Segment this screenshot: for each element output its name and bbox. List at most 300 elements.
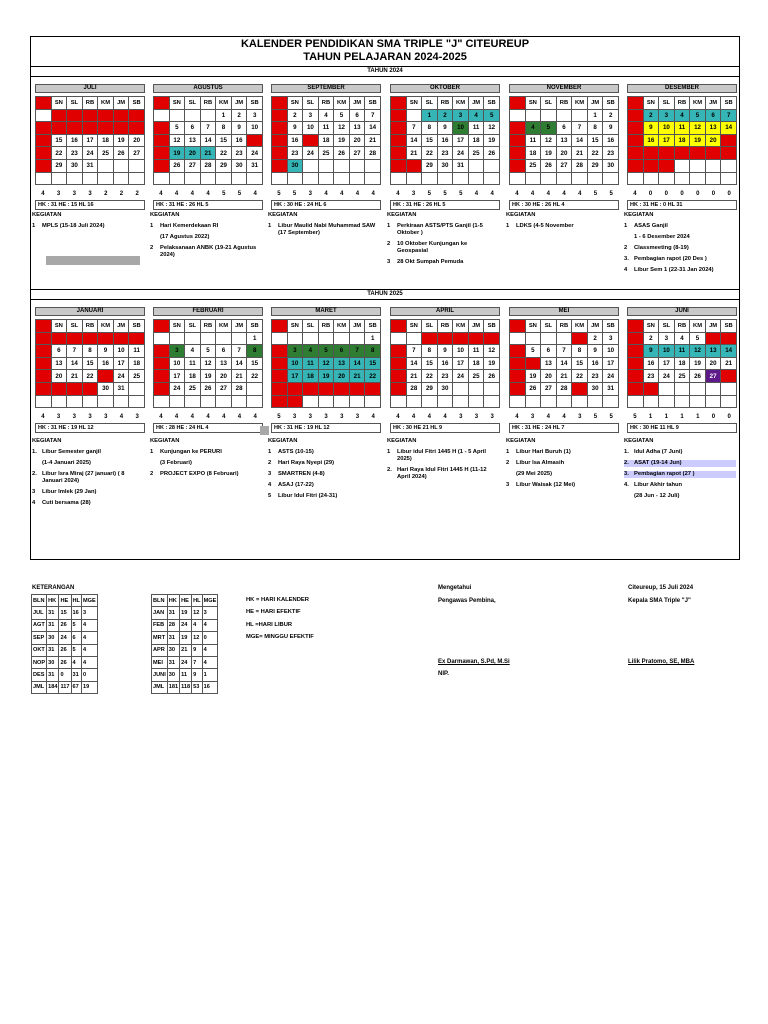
day-count: 4: [340, 191, 344, 198]
day-cell: 15: [247, 357, 263, 370]
day-cell: [674, 382, 690, 395]
day-cell: 30: [437, 382, 453, 395]
kegiatan-item: [387, 223, 499, 237]
day-cell: [721, 395, 737, 408]
day-cell: 3: [453, 332, 469, 345]
day-cell: 11: [468, 345, 484, 358]
day-cell: [365, 172, 381, 185]
day-cell: 17: [169, 370, 185, 383]
kegiatan-item: [506, 223, 618, 230]
day-cell: 26: [690, 370, 706, 383]
summary-cell: HE: [59, 595, 71, 607]
sig-left-nip: NIP.: [438, 671, 449, 677]
day-cell: 22: [216, 147, 232, 160]
kegiatan-heading: KEGIATAN: [624, 438, 654, 444]
day-cell: [272, 332, 288, 345]
day-cell: 20: [705, 357, 721, 370]
month-grid: [271, 319, 381, 408]
day-cell: 11: [185, 357, 201, 370]
summary-cell: 4: [202, 619, 218, 631]
day-count: 4: [474, 191, 479, 198]
month-header: AGUSTUS: [153, 84, 263, 93]
hk-summary: HK : 30 HE : 26 HL 4: [509, 200, 619, 210]
summary-cell: FEB: [152, 619, 168, 631]
summary-cell: 12: [192, 607, 202, 619]
day-cell: 15: [572, 357, 588, 370]
item-text: ASAT (19-14 Jun): [634, 460, 682, 466]
day-header: SB: [721, 97, 737, 110]
day-cell: [643, 395, 659, 408]
kegiatan-item: [32, 471, 144, 485]
summary-cell: 31: [71, 669, 81, 681]
day-cell: 24: [453, 370, 469, 383]
day-cell: [690, 159, 706, 172]
day-cell: 11: [129, 345, 145, 358]
month-april: [390, 307, 500, 433]
month-september: [271, 84, 381, 210]
day-count: 4: [443, 414, 447, 421]
kegiatan-item: [624, 245, 736, 252]
day-count: 5: [609, 414, 613, 421]
day-cell: [98, 395, 114, 408]
day-cell: 14: [572, 134, 588, 147]
day-cell: [303, 395, 319, 408]
day-cell: 23: [603, 147, 619, 160]
day-cell: [556, 172, 572, 185]
day-count: 4: [119, 414, 124, 421]
day-cell: 10: [603, 345, 619, 358]
month-grid: [627, 96, 737, 185]
summary-cell: 19: [180, 632, 192, 644]
day-cell: [349, 172, 365, 185]
kegiatan-item: [32, 500, 144, 507]
day-counts: [390, 414, 500, 420]
day-header: SL: [541, 97, 557, 110]
day-counts: [627, 191, 737, 197]
item-number: [150, 460, 160, 467]
day-count: 3: [411, 191, 416, 198]
summary-cell: 24: [180, 619, 192, 631]
day-cell: [572, 395, 588, 408]
day-cell: 25: [98, 147, 114, 160]
day-cell: 29: [51, 159, 67, 172]
day-cell: [67, 172, 83, 185]
day-cell: [247, 395, 263, 408]
hk-summary: HK : 31 HE : 15 HL 16: [35, 200, 145, 210]
day-header: MG: [510, 320, 526, 333]
hk-summary: HK : 31 HE : 24 HL 7: [509, 423, 619, 433]
day-cell: 28: [365, 147, 381, 160]
day-cell: 21: [556, 370, 572, 383]
day-cell: 1: [628, 332, 644, 345]
day-cell: 19: [690, 134, 706, 147]
day-header: KM: [453, 320, 469, 333]
day-count: 4: [190, 414, 194, 421]
day-cell: 21: [36, 147, 52, 160]
kegiatan-item: [268, 482, 380, 489]
day-count: 3: [530, 414, 535, 421]
day-cell: 16: [287, 134, 303, 147]
day-cell: [272, 172, 288, 185]
day-header: KM: [216, 320, 232, 333]
day-cell: 30: [437, 159, 453, 172]
item-number: 3: [387, 259, 391, 265]
summary-table-2024: [31, 594, 98, 694]
day-header: SB: [721, 320, 737, 333]
day-cell: 30: [587, 382, 603, 395]
day-header: MG: [391, 320, 407, 333]
summary-cell: 1: [202, 669, 218, 681]
day-cell: 26: [334, 147, 350, 160]
legend: [246, 594, 314, 644]
day-cell: 12: [484, 345, 500, 358]
day-cell: [468, 172, 484, 185]
item-number: 2: [387, 241, 391, 247]
day-count: 4: [222, 414, 226, 421]
day-counts: [35, 191, 145, 197]
summary-cell: MRT: [152, 632, 168, 644]
day-cell: 4: [674, 332, 690, 345]
day-cell: [525, 395, 541, 408]
day-header: RB: [556, 97, 572, 110]
day-cell: [200, 395, 216, 408]
kegiatan-item: [150, 245, 262, 259]
day-cell: 10: [453, 345, 469, 358]
item-number: 3.: [624, 256, 629, 262]
day-header: RB: [318, 320, 334, 333]
day-count: 0: [648, 191, 653, 198]
month-grid: [509, 96, 619, 185]
summary-cell: 19: [180, 607, 192, 619]
kegiatan-block: [506, 212, 618, 234]
summary-cell: 67: [71, 681, 81, 693]
day-cell: 11: [318, 122, 334, 135]
day-cell: 6: [391, 345, 407, 358]
summary-cell: 26: [59, 644, 71, 656]
kegiatan-block: [624, 212, 736, 278]
day-cell: 31: [113, 382, 129, 395]
day-cell: 9: [231, 122, 247, 135]
day-cell: [82, 395, 98, 408]
day-count: 3: [308, 414, 312, 421]
day-cell: 24: [453, 147, 469, 160]
day-cell: 29: [272, 159, 288, 172]
day-count: 5: [443, 191, 447, 198]
day-cell: [525, 109, 541, 122]
day-cell: 2: [587, 332, 603, 345]
day-cell: 4: [303, 345, 319, 358]
item-number: [624, 234, 634, 241]
day-cell: 4: [154, 122, 170, 135]
day-counts: [509, 191, 619, 197]
summary-cell: 4: [192, 619, 202, 631]
day-cell: [406, 172, 422, 185]
day-count: 4: [490, 191, 494, 198]
day-cell: 8: [365, 345, 381, 358]
item-number: 2: [268, 460, 272, 466]
day-cell: 14: [406, 357, 422, 370]
month-header: JUNI: [627, 307, 737, 316]
kegiatan-block: [387, 212, 499, 270]
summary-cell: 30: [47, 656, 59, 668]
day-count: 3: [308, 191, 312, 198]
day-cell: 23: [587, 370, 603, 383]
summary-cell: 181: [167, 681, 179, 693]
summary-cell: 31: [47, 607, 59, 619]
day-cell: 25: [674, 147, 690, 160]
day-count: 4: [174, 191, 179, 198]
day-cell: 29: [422, 159, 438, 172]
day-cell: [318, 159, 334, 172]
day-cell: [510, 332, 526, 345]
kegiatan-item: [150, 449, 262, 456]
item-number: 3: [32, 489, 36, 495]
day-cell: 27: [541, 382, 557, 395]
day-cell: 3: [98, 332, 114, 345]
day-cell: 29: [422, 382, 438, 395]
page-title: KALENDER PENDIDIKAN SMA TRIPLE "J" CITEUREUP: [240, 38, 530, 50]
kegiatan-item: [624, 267, 736, 274]
day-header: SB: [129, 97, 145, 110]
summary-cell: MEI: [152, 656, 168, 668]
day-cell: 2: [287, 109, 303, 122]
day-cell: 24: [659, 147, 675, 160]
day-count: 4: [427, 414, 431, 421]
day-cell: 9: [272, 357, 288, 370]
month-oktober: [390, 84, 500, 210]
day-cell: [468, 382, 484, 395]
day-cell: 31: [453, 159, 469, 172]
day-header: RB: [437, 320, 453, 333]
day-cell: 16: [98, 357, 114, 370]
day-header: RB: [556, 320, 572, 333]
summary-cell: 7: [192, 656, 202, 668]
day-cell: 3: [659, 332, 675, 345]
day-cell: 24: [303, 147, 319, 160]
day-count: 4: [396, 191, 400, 198]
day-count: 4: [562, 191, 566, 198]
summary-cell: 30: [167, 644, 179, 656]
item-text: (17 Agustus 2022): [160, 234, 210, 240]
year-2024-bar: TAHUN 2024: [30, 66, 740, 77]
month-header: OKTOBER: [390, 84, 500, 93]
day-cell: 3: [247, 109, 263, 122]
day-cell: 22: [628, 370, 644, 383]
day-count: 4: [237, 414, 242, 421]
day-cell: 4: [674, 109, 690, 122]
day-cell: [705, 172, 721, 185]
kegiatan-item: [624, 256, 736, 263]
day-cell: [51, 395, 67, 408]
day-cell: 22: [422, 147, 438, 160]
month-grid: [390, 96, 500, 185]
item-text: SMARTREN (4-8): [278, 471, 325, 477]
day-cell: 22: [247, 370, 263, 383]
day-cell: 20: [541, 370, 557, 383]
day-cell: 13: [705, 122, 721, 135]
month-grid: [153, 319, 263, 408]
day-cell: [154, 172, 170, 185]
summary-cell: 31: [167, 607, 179, 619]
day-cell: 7: [572, 122, 588, 135]
item-text: Hari Raya Nyepi (29): [278, 460, 335, 466]
day-count: 4: [396, 414, 400, 421]
day-cell: 28: [721, 147, 737, 160]
kegiatan-block: [268, 212, 380, 241]
kegiatan-heading: KEGIATAN: [506, 438, 536, 444]
item-number: 4.: [624, 482, 629, 488]
day-cell: 13: [541, 357, 557, 370]
item-text: Idul Adha (7 Juni): [634, 449, 683, 455]
day-cell: 20: [391, 370, 407, 383]
day-cell: [231, 172, 247, 185]
day-cell: [169, 172, 185, 185]
day-count: 4: [159, 191, 163, 198]
day-cell: [154, 395, 170, 408]
day-cell: [705, 395, 721, 408]
day-cell: 12: [334, 122, 350, 135]
kegiatan-item: [150, 460, 262, 467]
day-header: MG: [272, 97, 288, 110]
day-header: SB: [603, 320, 619, 333]
summary-cell: 0: [81, 669, 97, 681]
day-cell: [406, 395, 422, 408]
day-header: SN: [643, 320, 659, 333]
day-cell: [36, 395, 52, 408]
day-cell: 10: [287, 357, 303, 370]
kegiatan-item: [268, 223, 380, 237]
kegiatan-block: [32, 212, 144, 234]
day-count: 5: [633, 414, 637, 421]
day-cell: 26: [318, 382, 334, 395]
day-cell: [303, 159, 319, 172]
item-number: 1: [387, 223, 391, 229]
day-header: SL: [422, 97, 438, 110]
kegiatan-item: [387, 467, 499, 481]
day-count: 3: [578, 414, 582, 421]
month-november: [509, 84, 619, 210]
month-header: SEPTEMBER: [271, 84, 381, 93]
summary-cell: 4: [202, 644, 218, 656]
day-cell: [628, 172, 644, 185]
item-number: 1: [387, 449, 391, 455]
day-header: JM: [113, 97, 129, 110]
day-cell: 17: [287, 370, 303, 383]
month-header: JULI: [35, 84, 145, 93]
day-cell: [231, 332, 247, 345]
day-cell: 2: [643, 332, 659, 345]
summary-cell: 4: [71, 656, 81, 668]
day-cell: 7: [231, 345, 247, 358]
day-cell: 1: [628, 109, 644, 122]
day-cell: [659, 382, 675, 395]
day-cell: 14: [231, 357, 247, 370]
day-cell: 9: [437, 122, 453, 135]
day-count: 5: [593, 414, 598, 421]
day-count: 5: [427, 191, 431, 198]
day-cell: 1: [51, 109, 67, 122]
day-cell: 12: [690, 345, 706, 358]
summary-cell: 5: [71, 644, 81, 656]
item-number: 3: [506, 482, 510, 488]
summary-cell: 28: [167, 619, 179, 631]
day-cell: 24: [659, 370, 675, 383]
kegiatan-item: [624, 234, 736, 241]
day-count: 3: [88, 414, 92, 421]
day-cell: 18: [510, 370, 526, 383]
summary-cell: 31: [167, 656, 179, 668]
kegiatan-block: [268, 438, 380, 504]
item-text: Pelaksanaan ANBK (19-21 Agustus 2024): [160, 245, 257, 258]
day-cell: 28: [200, 159, 216, 172]
day-count: 3: [72, 414, 76, 421]
item-text: ASTS (10-15): [278, 449, 314, 455]
day-cell: 24: [603, 370, 619, 383]
item-text: 10 Oktober Kunjungan ke Geospasial: [397, 241, 468, 254]
day-cell: 18: [185, 370, 201, 383]
day-cell: [129, 382, 145, 395]
day-header: JM: [705, 320, 721, 333]
day-cell: 2: [82, 332, 98, 345]
month-juli: [35, 84, 145, 210]
day-cell: [113, 159, 129, 172]
day-cell: 4: [525, 122, 541, 135]
day-header: RB: [437, 97, 453, 110]
kegiatan-heading: KEGIATAN: [268, 438, 298, 444]
day-cell: 7: [406, 122, 422, 135]
item-number: 2: [506, 460, 510, 466]
month-grid: [35, 96, 145, 185]
day-cell: 28: [67, 382, 83, 395]
day-cell: [200, 109, 216, 122]
day-cell: 21: [365, 134, 381, 147]
day-header: JM: [113, 320, 129, 333]
summary-cell: 19: [81, 681, 97, 693]
hk-summary: HK : 31 HE : 26 HL 5: [390, 200, 500, 210]
day-count: 2: [104, 191, 108, 198]
day-header: SL: [67, 97, 83, 110]
summary-cell: 3: [202, 607, 218, 619]
day-cell: [287, 332, 303, 345]
day-cell: [659, 172, 675, 185]
day-cell: 23: [643, 370, 659, 383]
day-cell: 26: [541, 159, 557, 172]
day-count: 4: [355, 191, 360, 198]
day-cell: [690, 382, 706, 395]
day-count: 0: [727, 191, 731, 198]
day-cell: 17: [453, 357, 469, 370]
kegiatan-item: [150, 234, 262, 241]
day-cell: 13: [185, 134, 201, 147]
day-counts: [509, 414, 619, 420]
day-cell: 27: [349, 147, 365, 160]
day-cell: 20: [349, 134, 365, 147]
kegiatan-block: [150, 212, 262, 263]
day-cell: [185, 395, 201, 408]
item-text: 28 Okt Sumpah Pemuda: [397, 259, 464, 265]
day-cell: 11: [674, 122, 690, 135]
day-cell: 8: [572, 345, 588, 358]
day-cell: 31: [603, 382, 619, 395]
day-cell: [391, 172, 407, 185]
grey-square-marker: [260, 426, 269, 435]
kegiatan-item: [506, 482, 618, 489]
day-cell: 1: [572, 332, 588, 345]
day-cell: 10: [247, 122, 263, 135]
day-count: 2: [119, 191, 124, 198]
day-cell: 30: [231, 159, 247, 172]
day-cell: [216, 332, 232, 345]
